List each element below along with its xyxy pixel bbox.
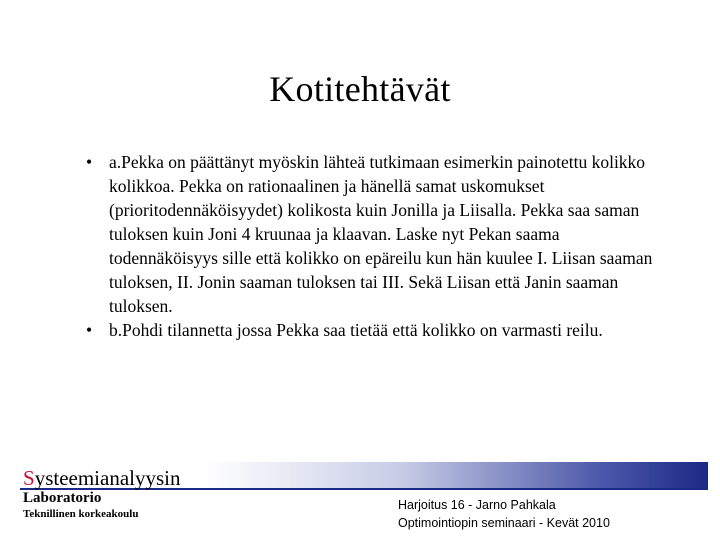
bullet-text: a.Pekka on päättänyt myöskin lähteä tutkimaan esimerkin painotettu kolikko kolikkoa. Pekka on rationaalinen ja hänellä samat uskomukset (prioritodennäköisyydet) kolikosta kuin Jonilla ja Liisalla. Pekka saa saman tuloksen kuin Joni 4 kruunaa ja klaavan. Laske nyt Pekan saama todennäköisyys sille että kolikko on epäreilu kun hän kuulee I. Liisan saaman tuloksen, II. Jonin saaman tuloksen tai III. Sekä Liisan että Janin saaman tuloksen. — [109, 152, 653, 316]
footer-info-line2: Optimointiopin seminaari - Kevät 2010 — [398, 516, 610, 530]
footer-info-line1: Harjoitus 16 - Jarno Pahkala — [398, 498, 556, 512]
logo-first-letter: S — [23, 466, 35, 490]
bullet-item — [86, 318, 661, 342]
bullet-dot: • — [86, 320, 93, 340]
bullet-dot: • — [86, 152, 93, 172]
logo-line2: Laboratorio — [23, 490, 102, 506]
bullet-list — [86, 150, 661, 342]
footer-info — [398, 496, 610, 532]
logo-line3: Teknillinen korkeakoulu — [23, 508, 139, 520]
slide-title: Kotitehtävät — [269, 69, 451, 109]
bullet-text: b.Pohdi tilannetta jossa Pekka saa tietää että kolikko on varmasti reilu. — [109, 320, 603, 340]
bullet-item — [86, 150, 661, 318]
logo-rest: ysteemianalyysin — [34, 466, 181, 490]
logo-wordmark — [23, 466, 181, 490]
